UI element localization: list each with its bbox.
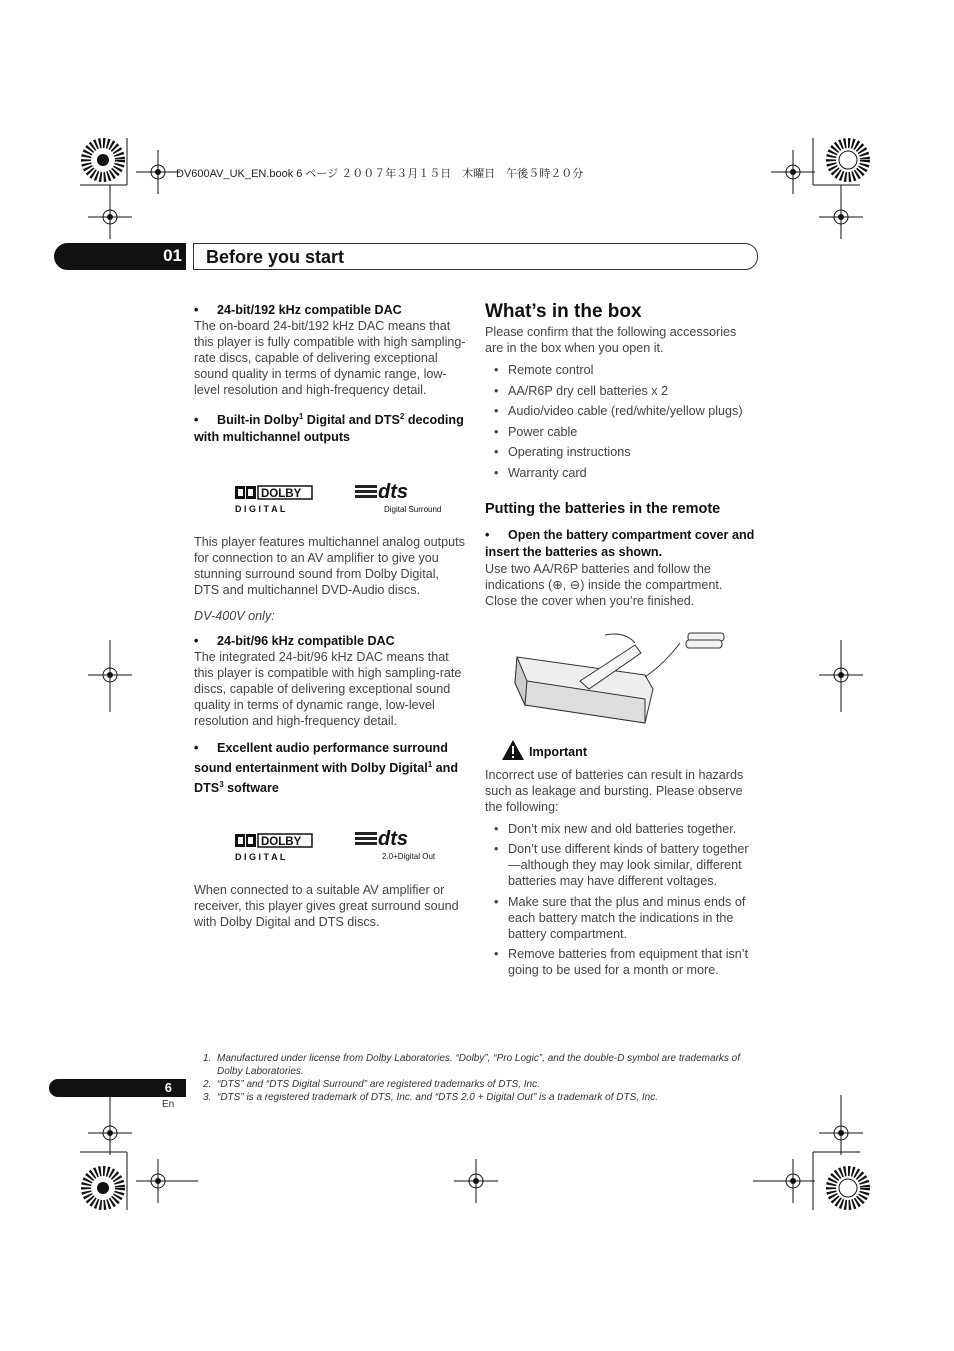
dolby-word: DOLBY	[261, 488, 302, 500]
important-heading: Important	[485, 739, 757, 761]
warning-icon	[501, 739, 525, 761]
dts-sub-2: 2.0+Digital Out	[382, 852, 436, 861]
dac96-body: The integrated 24-bit/96 kHz DAC means that this player is compatible with high sampling-rate discs, capable of delivering exceptional sound quality in terms of dynamic range, low-level resolution and high-frequency detail.	[194, 650, 462, 728]
list-item: • Remove batteries from equipment that isn’t going to be used for a month or more.	[485, 946, 757, 978]
dts-sub: Digital Surround	[384, 505, 442, 514]
list-item: • AA/R6P dry cell batteries x 2	[485, 383, 757, 399]
surround-heading: • Excellent audio performance surround sound entertainment with Dolby Digital$^1$ and DTS$^3$ software	[194, 741, 459, 795]
print-header: DV600AV_UK_EN.book 6 ページ ２００７年３月１５日 木曜日 午後５時２０分	[176, 168, 584, 180]
list-item: • Audio/video cable (red/white/yellow plugs)	[485, 403, 757, 419]
batteries-step: • Open the battery compartment cover and insert the batteries as shown.	[485, 527, 755, 559]
box-intro: Please confirm that the following accessories are in the box when you open it.	[485, 325, 737, 355]
important-intro: Incorrect use of batteries can result in hazards such as leakage and bursting. Please observe the following:	[485, 767, 744, 814]
dac192-heading: • 24-bit/192 kHz compatible DAC	[194, 303, 402, 317]
page-number: 6	[49, 1079, 186, 1097]
multichannel-body: This player features multichannel analog outputs for connection to an AV amplifier to give you stunning surround sound from Dolby Digital, DTS and multichannel DVD-Audio discs.	[194, 535, 465, 597]
chapter-number: 01	[54, 243, 186, 270]
model-note: DV-400V only:	[194, 609, 275, 623]
surround-body: When connected to a suitable AV amplifier or receiver, this player gives great surround sound with Dolby Digital and DTS discs.	[194, 883, 459, 929]
logos-row-2	[194, 798, 466, 886]
dts-word: dts	[378, 481, 408, 503]
list-item: • Don’t use different kinds of battery together—although they may look similar, different batteries may have different voltages.	[485, 841, 757, 889]
batteries-title: Putting the batteries in the remote	[485, 500, 721, 517]
list-item: • Remote control	[485, 362, 757, 378]
dts-digital-surround-logo	[194, 446, 466, 536]
box-items-list	[485, 362, 757, 481]
list-item: • Operating instructions	[485, 444, 757, 460]
footnote: 3. “DTS” is a registered trademark of DTS, Inc. and “DTS 2.0 + Digital Out” is a trademark of DTS, Inc.	[203, 1092, 658, 1103]
list-item: • Make sure that the plus and minus ends of each battery match the indications in the battery compartment.	[485, 894, 757, 942]
dolby-digital-word: D I G I T A L	[235, 504, 286, 514]
right-column	[485, 302, 757, 983]
logos-row-1	[194, 446, 466, 536]
dolby-dts-heading: • Built-in Dolby$^1$ Digital and DTS$^2$ decoding with multichannel outputs	[194, 411, 464, 444]
dolby-word-2: DOLBY	[261, 836, 302, 848]
important-items-list	[485, 821, 757, 979]
page-language: En	[162, 1099, 175, 1110]
left-column	[194, 302, 466, 930]
chapter-title: Before you start	[206, 247, 345, 267]
list-item: • Don’t mix new and old batteries together.	[485, 821, 757, 837]
footnote: 1. Manufactured under license from Dolby Laboratories. “Dolby”, “Pro Logic”, and the double-D symbol are trademarks of Dolby Laboratories.	[203, 1053, 741, 1077]
list-item: • Power cable	[485, 424, 757, 440]
dts-digital-out-logo	[194, 798, 466, 886]
dolby-digital-word-2: D I G I T A L	[235, 852, 286, 862]
dac96-heading: • 24-bit/96 kHz compatible DAC	[194, 634, 395, 648]
footnotes	[203, 1052, 763, 1104]
remote-battery-illustration	[485, 623, 757, 733]
footnote: 2. “DTS” and “DTS Digital Surround” are registered trademarks of DTS, Inc.	[203, 1079, 540, 1090]
box-title: What’s in the box	[485, 301, 642, 322]
batteries-body: Use two AA/R6P batteries and follow the indications (⊕, ⊖) inside the compartment. Close the cover when you’re finished.	[485, 561, 723, 608]
list-item: • Warranty card	[485, 465, 757, 481]
dts-word-2: dts	[378, 828, 408, 850]
dac192-body: The on-board 24-bit/192 kHz DAC means that this player is fully compatible with high sampling-rate discs, capable of delivering exceptional sound quality in terms of dynamic range, low-level resolution and high-frequency detail.	[194, 319, 466, 397]
